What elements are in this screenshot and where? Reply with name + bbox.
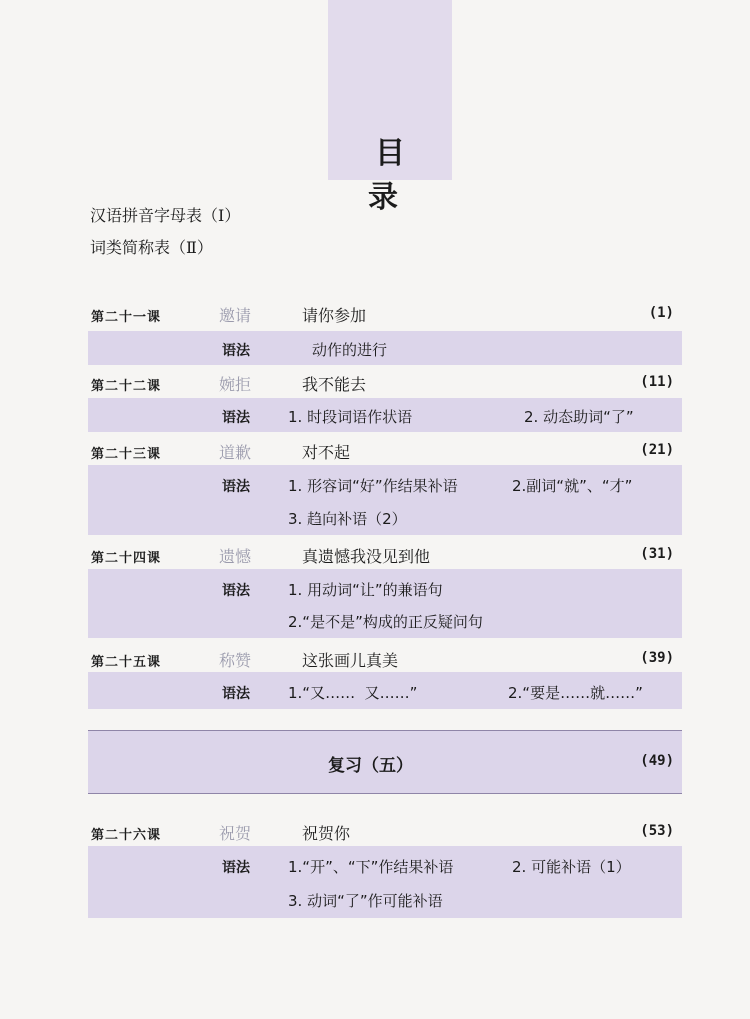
grammar-point: 3. 趋向补语（2） xyxy=(288,510,407,528)
grammar-point: 动作的进行 xyxy=(312,341,388,359)
lesson-title: 真遗憾我没见到他 xyxy=(302,547,431,566)
grammar-point: 2. 动态助词“了” xyxy=(524,408,634,426)
grammar-label: 语法 xyxy=(222,860,250,876)
front-matter-pinyin-table[interactable]: 汉语拼音字母表（Ⅰ） xyxy=(90,206,241,225)
grammar-point: 1.“又…… 又……” xyxy=(288,684,418,702)
lesson-number: 第二十二课 xyxy=(91,379,162,394)
lesson-number: 第二十四课 xyxy=(91,551,162,566)
grammar-point: 2.“要是……就……” xyxy=(508,684,643,702)
page-number: (11) xyxy=(640,374,674,390)
lesson-topic: 祝贺 xyxy=(219,824,252,843)
lesson-title: 对不起 xyxy=(302,443,351,462)
lesson-number: 第二十三课 xyxy=(91,447,162,462)
page-number: (53) xyxy=(640,823,674,839)
lesson-23-row[interactable] xyxy=(88,433,682,465)
lesson-25-row[interactable] xyxy=(88,641,682,673)
lesson-21-grammar xyxy=(88,331,682,365)
lesson-title: 这张画儿真美 xyxy=(302,651,399,670)
lesson-26-row[interactable] xyxy=(88,814,682,846)
grammar-point: 2. 可能补语（1） xyxy=(512,858,631,876)
grammar-label: 语法 xyxy=(222,343,250,359)
lesson-topic: 道歉 xyxy=(219,443,252,462)
lesson-number: 第二十五课 xyxy=(91,655,162,670)
lesson-topic: 称赞 xyxy=(219,651,252,670)
front-matter-word-class-table[interactable]: 词类简称表（Ⅱ） xyxy=(90,238,213,257)
lesson-22-row[interactable] xyxy=(88,366,682,398)
page-number: (49) xyxy=(640,753,674,769)
lesson-title: 我不能去 xyxy=(302,375,367,394)
grammar-point: 2.副词“就”、“才” xyxy=(512,477,633,495)
grammar-point: 1. 时段词语作状语 xyxy=(288,408,413,426)
lesson-topic: 遗憾 xyxy=(219,547,252,566)
grammar-label: 语法 xyxy=(222,410,250,426)
grammar-label: 语法 xyxy=(222,583,250,599)
lesson-number: 第二十一课 xyxy=(91,310,162,325)
lesson-22-grammar xyxy=(88,398,682,432)
grammar-point: 1. 形容词“好”作结果补语 xyxy=(288,477,458,495)
grammar-point: 1. 用动词“让”的兼语句 xyxy=(288,581,443,599)
lesson-26-grammar xyxy=(88,846,682,918)
page-number: (1) xyxy=(648,305,674,321)
page-number: (31) xyxy=(640,546,674,562)
grammar-label: 语法 xyxy=(222,479,250,495)
review-section[interactable] xyxy=(88,730,682,794)
lesson-title: 祝贺你 xyxy=(302,824,351,843)
page-number: (39) xyxy=(640,650,674,666)
lesson-title: 请你参加 xyxy=(302,306,367,325)
lesson-topic: 婉拒 xyxy=(219,375,252,394)
grammar-label: 语法 xyxy=(222,686,250,702)
grammar-point: 2.“是不是”构成的正反疑问句 xyxy=(288,613,483,631)
lesson-number: 第二十六课 xyxy=(91,828,162,843)
lesson-topic: 邀请 xyxy=(219,306,252,325)
page-number: (21) xyxy=(640,442,674,458)
page-title: 目 录 xyxy=(368,136,419,215)
lesson-23-grammar xyxy=(88,465,682,535)
review-title: 复习（五） xyxy=(328,756,413,776)
lesson-24-grammar xyxy=(88,569,682,638)
lesson-24-row[interactable] xyxy=(88,537,682,569)
lesson-25-grammar xyxy=(88,672,682,709)
grammar-point: 1.“开”、“下”作结果补语 xyxy=(288,858,454,876)
grammar-point: 3. 动词“了”作可能补语 xyxy=(288,892,443,910)
lesson-21-row[interactable] xyxy=(88,298,682,330)
